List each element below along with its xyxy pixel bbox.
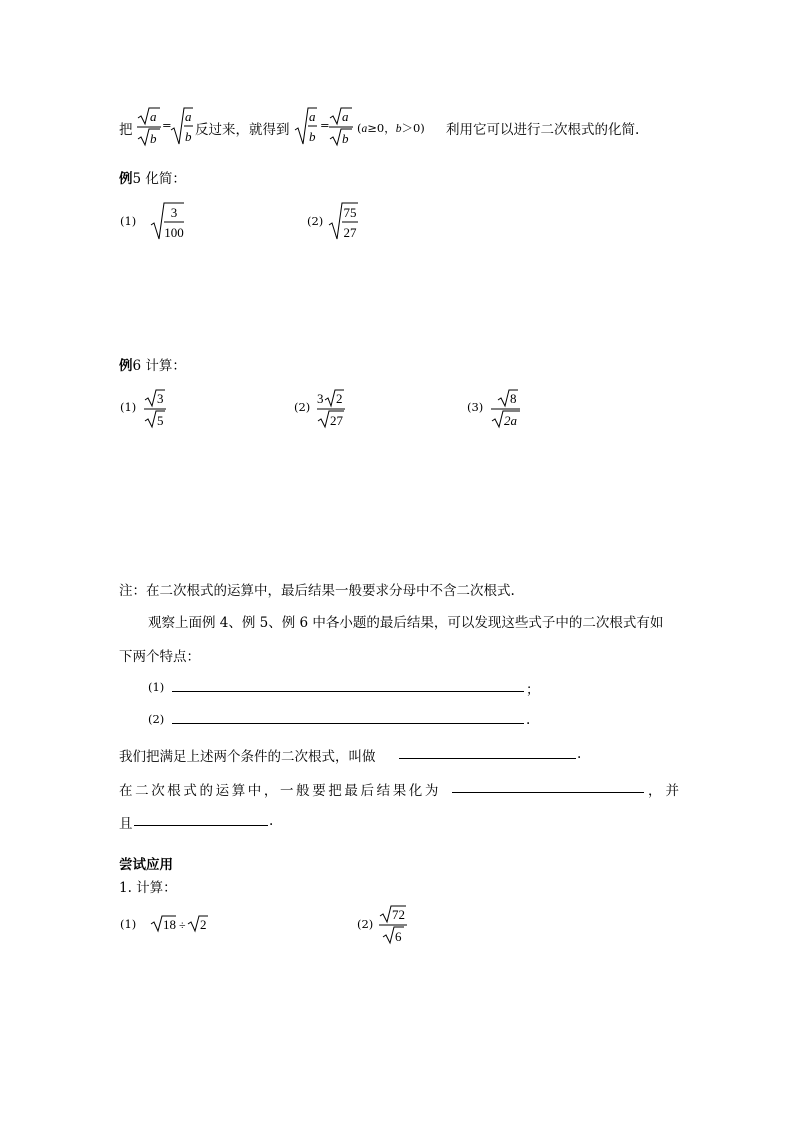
task-item1-formula — [150, 914, 210, 934]
t1-b: 2 — [200, 917, 207, 932]
example6-item3-label: (3) — [467, 400, 484, 414]
formula-var-b: b — [150, 131, 157, 146]
task-item2-formula — [378, 904, 408, 946]
example6-item1-label: (1) — [120, 400, 137, 414]
t2-num: 72 — [392, 907, 405, 922]
cond-open: ( — [357, 121, 362, 135]
e5-1-num: 3 — [170, 205, 178, 220]
simplify-blank-line[interactable] — [452, 792, 644, 793]
observe-line1: 观察上面例 4、例 5、例 6 中各小题的最后结果，可以发现这些式子中的二次根式有如 — [148, 615, 664, 631]
simplify-prefix: 在二次根式的运算中，一般要把最后结果化为 — [119, 783, 441, 799]
e6-3-num: 8 — [510, 391, 517, 406]
formula-var-a: a — [309, 109, 316, 124]
t1-op: ÷ — [179, 918, 186, 932]
task-item2-label: (2) — [357, 917, 374, 931]
e5-1-den: 100 — [164, 225, 184, 240]
e5-2-num: 75 — [343, 205, 357, 220]
example5-item1-formula — [150, 201, 186, 243]
e6-1-den: 5 — [157, 413, 164, 428]
formula-var-b: b — [309, 129, 316, 144]
example6-item3-formula — [490, 388, 522, 430]
e6-2-num: 2 — [336, 391, 343, 406]
blank2-end: . — [526, 712, 531, 728]
simplify-end: . — [269, 813, 274, 829]
define-prefix: 我们把满足上述两个条件的二次根式，叫做 — [119, 749, 376, 765]
simplify-blank-line-2[interactable] — [134, 825, 268, 826]
define-end: . — [577, 746, 582, 762]
blank2-line[interactable] — [172, 723, 524, 724]
formula-var-a: a — [185, 109, 192, 124]
blank2-label: (2) — [148, 712, 165, 726]
t1-a: 18 — [163, 917, 176, 932]
e6-2-coef: 3 — [317, 391, 324, 406]
intro-mid: 反过来，就得到 — [195, 122, 290, 138]
e6-3-den: 2a — [504, 413, 517, 428]
example6-item1-formula — [143, 388, 167, 430]
example6-heading — [119, 354, 186, 374]
simplify-line2-prefix: 且 — [119, 816, 133, 832]
formula-sqrt-a-over-b-2 — [294, 106, 318, 148]
e6-1-num: 3 — [157, 391, 164, 406]
e6-2-den: 27 — [330, 413, 343, 428]
e5-2-den: 27 — [343, 225, 357, 240]
example5-heading — [119, 167, 186, 187]
intro-suffix: 利用它可以进行二次根式的化简. — [446, 122, 640, 138]
task1-label: 1. 计算： — [119, 880, 177, 896]
formula-var-a: a — [150, 109, 157, 124]
example5-item1-label: (1) — [120, 214, 137, 228]
equals-sign: = — [162, 118, 172, 132]
cond-var-a: a — [361, 123, 368, 135]
example6-item2-formula — [316, 388, 346, 430]
observe-line2: 下两个特点： — [119, 649, 200, 665]
cond-var-b: b — [395, 123, 402, 135]
note-text: 注：在二次根式的运算中，最后结果一般要求分母中不含二次根式. — [119, 583, 515, 599]
blank1-line[interactable] — [172, 691, 524, 692]
formula-var-b: b — [185, 129, 192, 144]
task-item1-label: (1) — [120, 917, 137, 931]
t2-den: 6 — [395, 929, 402, 944]
formula-sqrt-a-over-b — [170, 106, 194, 148]
simplify-mid: ，并 — [648, 783, 683, 799]
formula-var-a: a — [342, 109, 349, 124]
try-heading: 尝试应用 — [119, 857, 173, 873]
intro-prefix: 把 — [119, 122, 133, 138]
formula-var-b: b — [342, 131, 349, 146]
cond-ge: ≥0， — [367, 121, 396, 135]
blank1-end: ； — [526, 682, 540, 698]
example6-heading-bold: 例 — [119, 358, 133, 374]
example5-item2-label: (2) — [307, 214, 324, 228]
equals-sign-2: = — [320, 118, 330, 132]
blank1-label: (1) — [148, 680, 165, 694]
condition — [357, 120, 425, 136]
example6-heading-rest: 6 计算： — [132, 358, 186, 374]
example6-item2-label: (2) — [294, 400, 311, 414]
formula-sqrt-a-over-sqrt-b — [136, 106, 162, 148]
formula-sqrt-a-over-sqrt-b-2 — [328, 106, 354, 148]
example5-heading-bold: 例 — [119, 171, 133, 187]
example5-item2-formula — [328, 201, 360, 243]
example5-heading-rest: 5 化简： — [132, 171, 186, 187]
define-blank-line[interactable] — [399, 758, 576, 759]
cond-gt: ＞0) — [401, 121, 425, 135]
